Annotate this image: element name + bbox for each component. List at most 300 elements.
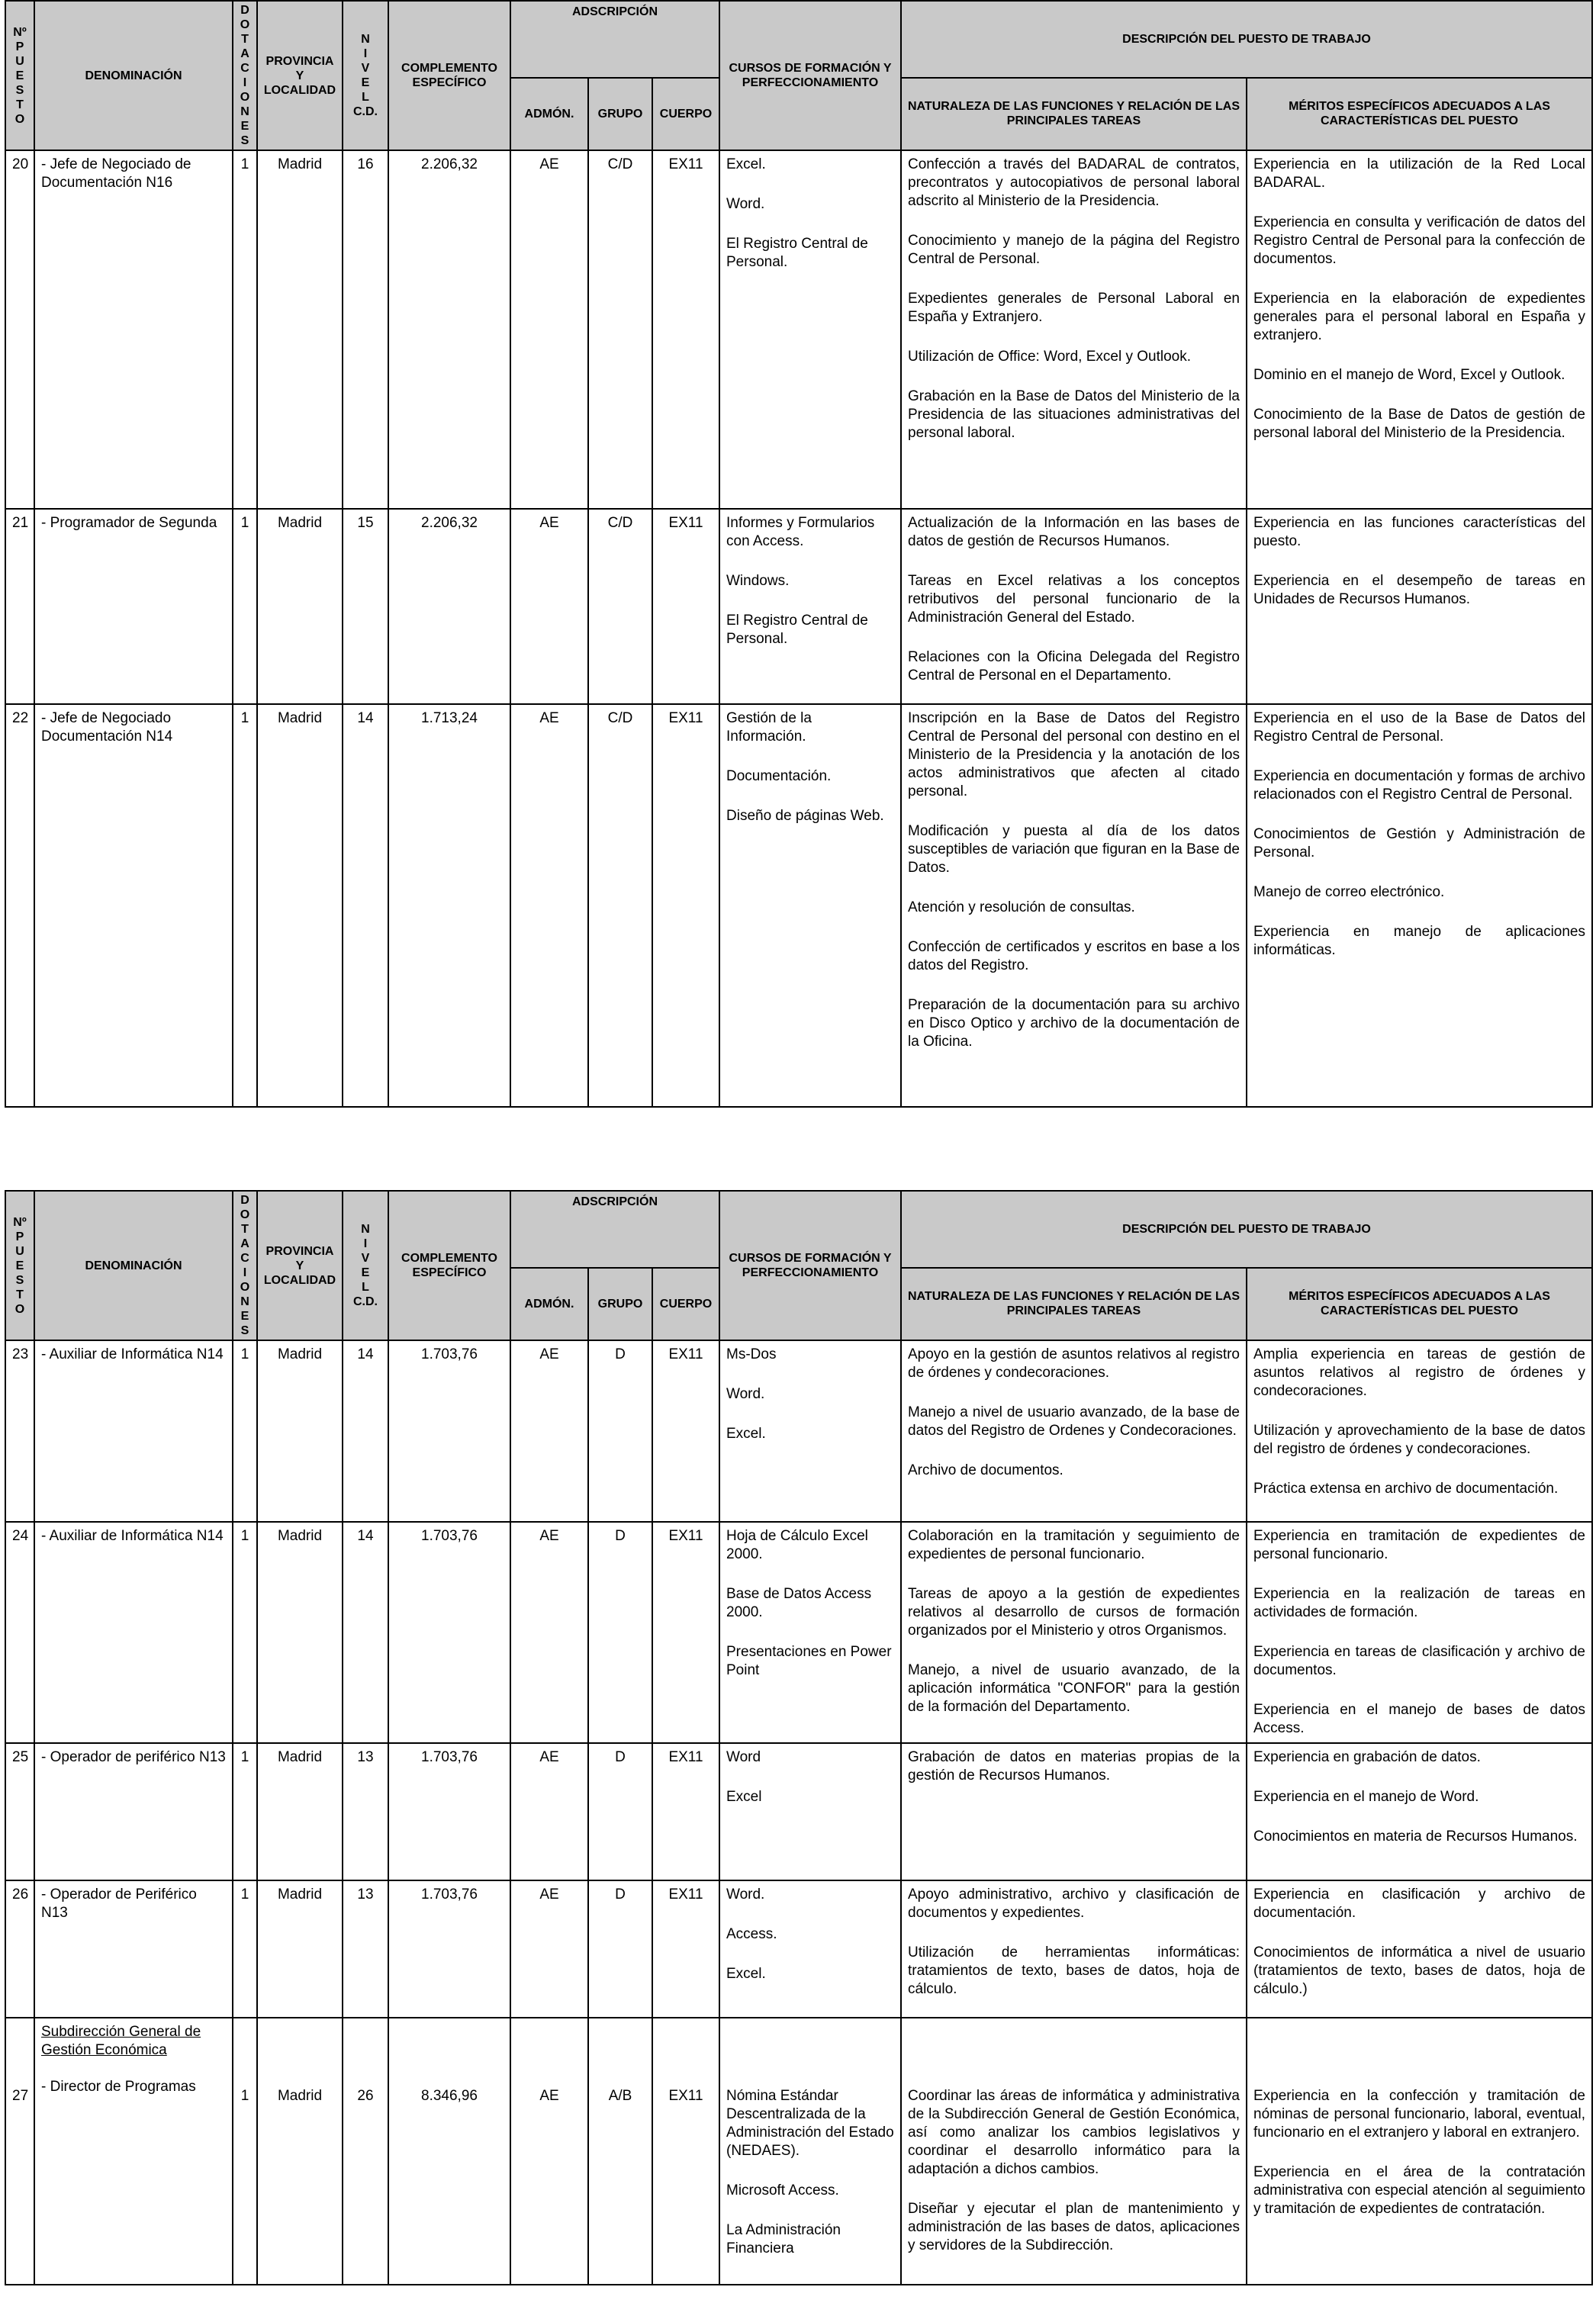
course-item: Diseño de páginas Web. xyxy=(726,808,884,824)
cell-grupo xyxy=(588,704,652,1107)
cell-dotaciones xyxy=(233,1743,257,1880)
cell-cuerpo-value: EX11 xyxy=(668,1346,703,1362)
cell-grupo xyxy=(588,2018,652,2285)
cell-naturaleza xyxy=(901,704,1247,1107)
table-row xyxy=(5,2018,1592,2285)
puesto-number: 25 xyxy=(12,1749,29,1765)
positions-table-2 xyxy=(5,1190,1593,2285)
denominacion-text: - Jefe de Negociado Documentación N14 xyxy=(41,710,173,745)
table-row xyxy=(5,150,1592,509)
function-item: Confección a través del BADARAL de contratos, precontratos y autocopiativos de personal laboral adscrito al Ministerio de la Presidencia. xyxy=(908,156,1240,209)
denominacion-text: - Operador de periférico N13 xyxy=(41,1749,226,1765)
cell-naturaleza xyxy=(901,1522,1247,1743)
cell-admon xyxy=(510,509,588,704)
function-item: Inscripción en la Base de Datos del Registro Central de Personal del personal con destino en el Ministerio de la Presidencia y la anotación de los actos administrativos que afecten al citado personal. xyxy=(908,710,1240,799)
table-row xyxy=(5,1743,1592,1880)
table-row xyxy=(5,1522,1592,1743)
cell-num xyxy=(5,2018,34,2285)
cell-admon-value: AE xyxy=(539,2088,559,2104)
cell-admon xyxy=(510,2018,588,2285)
function-item: Manejo a nivel de usuario avanzado, de la base de datos del Registro de Ordenes y Condecoraciones. xyxy=(908,1404,1240,1439)
cell-dotaciones xyxy=(233,704,257,1107)
cell-nivel xyxy=(343,1340,388,1522)
header-letter: E xyxy=(15,1259,24,1272)
header-cursos: CURSOS DE FORMACIÓN Y PERFECCIONAMIENTO xyxy=(719,1191,901,1340)
course-item: Documentación. xyxy=(726,768,832,784)
header-letter: D xyxy=(240,1194,249,1207)
cell-cuerpo xyxy=(652,704,719,1107)
merit-item: Conocimiento de la Base de Datos de gestión de personal laboral del Ministerio de la Presidencia. xyxy=(1253,407,1585,441)
cell-denominacion xyxy=(34,1880,233,2018)
header-provincia: PROVINCIA Y LOCALIDAD xyxy=(257,1,343,150)
cell-grupo-value: D xyxy=(615,1346,626,1362)
function-item: Conocimiento y manejo de la página del Registro Central de Personal. xyxy=(908,233,1240,267)
function-item: Tareas de apoyo a la gestión de expedientes relativos al desarrollo de cursos de formación organizados por el Ministerio y otros Organismos. xyxy=(908,1586,1240,1639)
header-letter: T xyxy=(241,33,249,46)
header-admon: ADMÓN. xyxy=(510,1268,588,1340)
denominacion-text: - Auxiliar de Informática N14 xyxy=(41,1528,224,1544)
merit-item: Experiencia en documentación y formas de archivo relacionados con el Registro Central de Personal. xyxy=(1253,768,1585,803)
cell-nivel-value: 14 xyxy=(357,1346,374,1362)
cell-denominacion xyxy=(34,509,233,704)
header-letter: I xyxy=(243,1266,247,1279)
course-item: Hoja de Cálculo Excel 2000. xyxy=(726,1528,868,1562)
header-letter: V xyxy=(361,1252,370,1265)
cell-complemento-value: 8.346,96 xyxy=(421,2088,478,2104)
cell-complemento xyxy=(388,1340,510,1522)
cell-cursos xyxy=(719,150,901,509)
merit-item: Experiencia en la elaboración de expedientes generales para el personal laboral en España y extranjero. xyxy=(1253,291,1585,343)
header-letter: V xyxy=(361,62,370,75)
cell-admon xyxy=(510,150,588,509)
header-letter: N xyxy=(361,33,370,46)
course-item: Microsoft Access. xyxy=(726,2182,839,2198)
cell-cuerpo-value: EX11 xyxy=(668,515,703,531)
cell-dotaciones xyxy=(233,509,257,704)
cell-grupo-value: C/D xyxy=(607,515,633,531)
header-letter: S xyxy=(240,1324,249,1337)
header-meritos: MÉRITOS ESPECÍFICOS ADECUADOS A LAS CARACTERÍSTICAS DEL PUESTO xyxy=(1247,78,1592,150)
merit-item: Amplia experiencia en tareas de gestión de asuntos relativos al registro de órdenes y condecoraciones. xyxy=(1253,1346,1585,1399)
cell-provincia xyxy=(257,1522,343,1743)
cell-provincia xyxy=(257,1743,343,1880)
function-item: Coordinar las áreas de informática y administrativa de la Subdirección General de Gestión Económica, así como analizar los cambios legislativos y coordinar el desarrollo informático para la adaptación a dichos cambios. xyxy=(908,2088,1240,2177)
cell-num xyxy=(5,1522,34,1743)
cell-denominacion xyxy=(34,1522,233,1743)
function-item: Actualización de la Información en las bases de datos de gestión de Recursos Humanos. xyxy=(908,515,1240,549)
cell-provincia-value: Madrid xyxy=(277,156,323,172)
cell-nivel xyxy=(343,1880,388,2018)
header-descripcion: DESCRIPCIÓN DEL PUESTO DE TRABAJO xyxy=(901,1191,1592,1268)
cell-nivel xyxy=(343,509,388,704)
cell-provincia xyxy=(257,1340,343,1522)
header-letter: N xyxy=(240,105,249,118)
merit-item: Experiencia en el desempeño de tareas en Unidades de Recursos Humanos. xyxy=(1253,573,1585,607)
course-item: Presentaciones en Power Point xyxy=(726,1644,892,1678)
cell-dotaciones xyxy=(233,150,257,509)
course-item: Word. xyxy=(726,1886,765,1903)
cell-complemento xyxy=(388,704,510,1107)
cell-meritos xyxy=(1247,1743,1592,1880)
cell-meritos xyxy=(1247,509,1592,704)
header-letter: E xyxy=(361,1266,370,1279)
cell-dotaciones-value: 1 xyxy=(240,710,249,726)
course-item: Excel xyxy=(726,1789,762,1805)
cell-dotaciones xyxy=(233,1340,257,1522)
header-letter: L xyxy=(362,91,369,104)
course-item: Excel. xyxy=(726,1426,766,1442)
cell-complemento xyxy=(388,1880,510,2018)
course-item: La Administración Financiera xyxy=(726,2222,841,2256)
cell-grupo xyxy=(588,1340,652,1522)
cell-cuerpo xyxy=(652,1880,719,2018)
header-puesto xyxy=(5,1,34,150)
header-letter: C xyxy=(240,62,249,75)
header-denominacion: DENOMINACIÓN xyxy=(34,1,233,150)
header-meritos: MÉRITOS ESPECÍFICOS ADECUADOS A LAS CARACTERÍSTICAS DEL PUESTO xyxy=(1247,1268,1592,1340)
course-item: Excel. xyxy=(726,1966,766,1982)
puesto-number: 23 xyxy=(12,1346,29,1362)
cell-nivel-value: 26 xyxy=(357,2088,374,2104)
puesto-number: 24 xyxy=(12,1528,29,1544)
course-item: Windows. xyxy=(726,573,790,589)
header-cuerpo: CUERPO xyxy=(652,78,719,150)
cell-nivel-value: 14 xyxy=(357,710,374,726)
cell-nivel-value: 15 xyxy=(357,515,374,531)
header-puesto xyxy=(5,1191,34,1340)
cell-cursos xyxy=(719,1340,901,1522)
header-complemento: COMPLEMENTO ESPECÍFICO xyxy=(388,1191,510,1340)
header-letter: O xyxy=(240,18,250,31)
cell-cuerpo-value: EX11 xyxy=(668,2088,703,2104)
table-row xyxy=(5,704,1592,1107)
header-letter: N xyxy=(361,1223,370,1236)
function-item: Modificación y puesta al día de los datos susceptibles de variación que figuran en la Base de Datos. xyxy=(908,823,1240,876)
merit-item: Experiencia en grabación de datos. xyxy=(1253,1749,1481,1765)
cell-cursos xyxy=(719,1743,901,1880)
merit-item: Utilización y aprovechamiento de la base de datos del registro de órdenes y condecoraciones. xyxy=(1253,1423,1585,1457)
cell-nivel xyxy=(343,704,388,1107)
cell-grupo-value: A/B xyxy=(608,2088,632,2104)
cell-naturaleza xyxy=(901,1340,1247,1522)
cell-cursos xyxy=(719,1522,901,1743)
cell-cuerpo xyxy=(652,2018,719,2285)
course-item: Access. xyxy=(726,1926,777,1942)
puesto-number: 20 xyxy=(12,156,29,172)
cell-num xyxy=(5,1880,34,2018)
cell-grupo-value: C/D xyxy=(607,156,633,172)
cell-provincia-value: Madrid xyxy=(277,1749,323,1765)
header-naturaleza: NATURALEZA DE LAS FUNCIONES Y RELACIÓN DE LAS PRINCIPALES TAREAS xyxy=(901,1268,1247,1340)
header-letter: L xyxy=(362,1281,369,1294)
cell-provincia xyxy=(257,704,343,1107)
cell-meritos xyxy=(1247,2018,1592,2285)
header-denominacion: DENOMINACIÓN xyxy=(34,1191,233,1340)
cell-denominacion xyxy=(34,150,233,509)
cell-cuerpo xyxy=(652,1340,719,1522)
cell-cuerpo-value: EX11 xyxy=(668,1749,703,1765)
merit-item: Experiencia en consulta y verificación de datos del Registro Central de Personal para la confección de documentos. xyxy=(1253,214,1585,267)
cell-grupo-value: D xyxy=(615,1886,626,1903)
cell-grupo xyxy=(588,509,652,704)
header-grupo: GRUPO xyxy=(588,78,652,150)
header-letter: O xyxy=(240,1281,250,1294)
cell-provincia-value: Madrid xyxy=(277,1346,323,1362)
cell-meritos xyxy=(1247,1340,1592,1522)
course-item: Base de Datos Access 2000. xyxy=(726,1586,872,1620)
cell-cuerpo xyxy=(652,1743,719,1880)
header-provincia: PROVINCIA Y LOCALIDAD xyxy=(257,1191,343,1340)
cell-num xyxy=(5,150,34,509)
cell-dotaciones-value: 1 xyxy=(240,1528,249,1544)
course-item: El Registro Central de Personal. xyxy=(726,236,868,270)
merit-item: Dominio en el manejo de Word, Excel y Outlook. xyxy=(1253,367,1565,383)
cell-complemento-value: 1.703,76 xyxy=(421,1528,478,1544)
cell-dotaciones-value: 1 xyxy=(240,1749,249,1765)
cell-cuerpo xyxy=(652,1522,719,1743)
cell-admon xyxy=(510,1522,588,1743)
cell-naturaleza xyxy=(901,1743,1247,1880)
cell-admon-value: AE xyxy=(539,710,559,726)
header-admon: ADMÓN. xyxy=(510,78,588,150)
header-grupo: GRUPO xyxy=(588,1268,652,1340)
cell-nivel xyxy=(343,2018,388,2285)
cell-nivel xyxy=(343,150,388,509)
cell-meritos xyxy=(1247,1522,1592,1743)
cell-nivel-value: 13 xyxy=(357,1749,374,1765)
cell-admon-value: AE xyxy=(539,1528,559,1544)
cell-meritos xyxy=(1247,1880,1592,2018)
header-letter: E xyxy=(240,1310,249,1323)
merit-item: Experiencia en clasificación y archivo de documentación. xyxy=(1253,1886,1585,1921)
cell-complemento-value: 2.206,32 xyxy=(421,156,478,172)
cell-dotaciones xyxy=(233,1880,257,2018)
cell-nivel xyxy=(343,1743,388,1880)
header-cursos: CURSOS DE FORMACIÓN Y PERFECCIONAMIENTO xyxy=(719,1,901,150)
course-item: Informes y Formularios con Access. xyxy=(726,515,875,549)
function-item: Grabación en la Base de Datos del Ministerio de la Presidencia de las situaciones administrativas del personal laboral. xyxy=(908,388,1240,441)
cell-grupo xyxy=(588,150,652,509)
cell-naturaleza xyxy=(901,509,1247,704)
header-letter: E xyxy=(15,69,24,82)
cell-complemento xyxy=(388,2018,510,2285)
header-letter: I xyxy=(243,76,247,89)
cell-dotaciones-value: 1 xyxy=(240,515,249,531)
cell-cursos xyxy=(719,509,901,704)
cell-admon xyxy=(510,704,588,1107)
cell-num xyxy=(5,704,34,1107)
function-item: Preparación de la documentación para su archivo en Disco Optico y archivo de la documentación de la Oficina. xyxy=(908,997,1240,1050)
cell-provincia-value: Madrid xyxy=(277,1886,323,1903)
course-item: Word. xyxy=(726,1386,765,1402)
cell-complemento-value: 1.703,76 xyxy=(421,1886,478,1903)
function-item: Tareas en Excel relativas a los conceptos retributivos del personal funcionario de la Administración General del Estado. xyxy=(908,573,1240,626)
cell-complemento-value: 1.703,76 xyxy=(421,1346,478,1362)
table-row xyxy=(5,1340,1592,1522)
course-item: El Registro Central de Personal. xyxy=(726,613,868,647)
cell-cuerpo-value: EX11 xyxy=(668,1886,703,1903)
header-naturaleza: NATURALEZA DE LAS FUNCIONES Y RELACIÓN DE LAS PRINCIPALES TAREAS xyxy=(901,78,1247,150)
header-letter: E xyxy=(240,120,249,133)
header-letter: I xyxy=(363,1237,368,1250)
header-letter: T xyxy=(16,1288,24,1301)
cell-cursos xyxy=(719,2018,901,2285)
cell-grupo-value: D xyxy=(615,1749,626,1765)
cell-num xyxy=(5,1743,34,1880)
cell-provincia xyxy=(257,2018,343,2285)
cell-complemento-value: 2.206,32 xyxy=(421,515,478,531)
cell-denominacion xyxy=(34,2018,233,2285)
course-item: Gestión de la Información. xyxy=(726,710,812,745)
cell-nivel-value: 14 xyxy=(357,1528,374,1544)
puesto-number: 26 xyxy=(12,1886,29,1903)
cell-provincia-value: Madrid xyxy=(277,2088,323,2104)
cell-nivel-value: 13 xyxy=(357,1886,374,1903)
cell-admon-value: AE xyxy=(539,515,559,531)
cell-cuerpo-value: EX11 xyxy=(668,156,703,172)
cell-cuerpo xyxy=(652,150,719,509)
merit-item: Experiencia en el uso de la Base de Datos del Registro Central de Personal. xyxy=(1253,710,1585,745)
cell-denominacion xyxy=(34,704,233,1107)
cell-complemento-value: 1.703,76 xyxy=(421,1749,478,1765)
cell-nivel xyxy=(343,1522,388,1743)
header-letter: E xyxy=(361,76,370,89)
cell-provincia-value: Madrid xyxy=(277,515,323,531)
table-row xyxy=(5,1880,1592,2018)
header-letter: O xyxy=(240,91,250,104)
header-letter: O xyxy=(14,1302,25,1316)
header-letter: U xyxy=(15,54,24,68)
function-item: Manejo, a nivel de usuario avanzado, de la aplicación informática "CONFOR" para la gestión de la formación del Departamento. xyxy=(908,1662,1240,1715)
cell-admon xyxy=(510,1743,588,1880)
cell-dotaciones-value: 1 xyxy=(240,156,249,172)
cell-complemento-value: 1.713,24 xyxy=(421,710,478,726)
cell-meritos xyxy=(1247,704,1592,1107)
header-letter: N xyxy=(240,1295,249,1308)
cell-cuerpo-value: EX11 xyxy=(668,710,703,726)
function-item: Apoyo en la gestión de asuntos relativos al registro de órdenes y condecoraciones. xyxy=(908,1346,1240,1381)
cell-nivel-value: 16 xyxy=(357,156,374,172)
course-item: Nómina Estándar Descentralizada de la Administración del Estado (NEDAES). xyxy=(726,2088,894,2159)
header-letter: U xyxy=(15,1244,24,1258)
header-letter: C xyxy=(240,1252,249,1265)
cell-complemento xyxy=(388,150,510,509)
merit-item: Conocimientos de informática a nivel de usuario (tratamientos de texto, bases de datos, hoja de cálculo.) xyxy=(1253,1944,1585,1997)
cell-complemento xyxy=(388,509,510,704)
cell-grupo xyxy=(588,1880,652,2018)
header-dotaciones xyxy=(233,1,257,150)
merit-item: Experiencia en el manejo de Word. xyxy=(1253,1789,1479,1805)
header-letter: S xyxy=(15,83,24,97)
function-item: Diseñar y ejecutar el plan de mantenimiento y administración de las bases de datos, aplicaciones y servidores de la Subdirección. xyxy=(908,2201,1240,2253)
function-item: Relaciones con la Oficina Delegada del Registro Central de Personal en el Departamento. xyxy=(908,649,1240,684)
cell-denominacion xyxy=(34,1340,233,1522)
cell-naturaleza xyxy=(901,150,1247,509)
cell-dotaciones xyxy=(233,2018,257,2285)
cell-provincia xyxy=(257,509,343,704)
puesto-number: 27 xyxy=(12,2088,29,2104)
header-letter: Nº xyxy=(13,1215,27,1229)
merit-item: Experiencia en la realización de tareas en actividades de formación. xyxy=(1253,1586,1585,1620)
header-letter: O xyxy=(240,1208,250,1221)
function-item: Utilización de Office: Word, Excel y Outlook. xyxy=(908,349,1192,365)
positions-table-1 xyxy=(5,0,1593,1108)
cell-dotaciones-value: 1 xyxy=(240,1886,249,1903)
header-letter: S xyxy=(15,1273,24,1287)
header-complemento: COMPLEMENTO ESPECÍFICO xyxy=(388,1,510,150)
subdireccion-title: Subdirección General de Gestión Económica xyxy=(41,2024,201,2058)
merit-item: Experiencia en la confección y tramitación de nóminas de personal funcionario, laboral, eventual, funcionario en el extranjero y laboral en extranjero. xyxy=(1253,2088,1585,2141)
header-letter: P xyxy=(15,40,24,53)
merit-item: Conocimientos de Gestión y Administración de Personal. xyxy=(1253,826,1585,860)
cell-cuerpo-value: EX11 xyxy=(668,1528,703,1544)
function-item: Expedientes generales de Personal Laboral en España y Extranjero. xyxy=(908,291,1240,325)
cell-grupo xyxy=(588,1743,652,1880)
cell-dotaciones-value: 1 xyxy=(240,2088,249,2104)
header-letter: P xyxy=(15,1230,24,1243)
function-item: Confección de certificados y escritos en base a los datos del Registro. xyxy=(908,939,1240,973)
cell-admon-value: AE xyxy=(539,1346,559,1362)
merit-item: Experiencia en el área de la contratación administrativa con especial atención al seguimiento y tramitación de expedientes de contratación. xyxy=(1253,2164,1585,2217)
header-letter: D xyxy=(240,4,249,17)
cell-naturaleza xyxy=(901,2018,1247,2285)
cell-denominacion xyxy=(34,1743,233,1880)
cell-grupo xyxy=(588,1522,652,1743)
cell-provincia xyxy=(257,150,343,509)
cell-admon xyxy=(510,1880,588,2018)
header-letter: T xyxy=(241,1223,249,1236)
merit-item: Experiencia en tramitación de expedientes de personal funcionario. xyxy=(1253,1528,1585,1562)
merit-item: Experiencia en el manejo de bases de datos Access. xyxy=(1253,1702,1585,1736)
header-letter: O xyxy=(14,112,25,126)
header-letter: T xyxy=(16,98,24,111)
merit-item: Experiencia en tareas de clasificación y archivo de documentos. xyxy=(1253,1644,1585,1678)
header-letter: A xyxy=(240,1237,249,1250)
merit-item: Manejo de correo electrónico. xyxy=(1253,884,1445,900)
header-cuerpo: CUERPO xyxy=(652,1268,719,1340)
merit-item: Experiencia en las funciones características del puesto. xyxy=(1253,515,1585,549)
denominacion-text: - Programador de Segunda xyxy=(41,515,217,531)
course-item: Word. xyxy=(726,196,765,212)
header-adscripcion: ADSCRIPCIÓN xyxy=(510,1191,719,1268)
cell-admon-value: AE xyxy=(539,1749,559,1765)
header-letter: A xyxy=(240,47,249,60)
cell-meritos xyxy=(1247,150,1592,509)
puesto-number: 21 xyxy=(12,515,29,531)
cell-dotaciones-value: 1 xyxy=(240,1346,249,1362)
function-item: Colaboración en la tramitación y seguimiento de expedientes de personal funcionario. xyxy=(908,1528,1240,1562)
merit-item: Conocimientos en materia de Recursos Humanos. xyxy=(1253,1829,1578,1845)
cell-admon-value: AE xyxy=(539,1886,559,1903)
cell-admon xyxy=(510,1340,588,1522)
table-row xyxy=(5,509,1592,704)
header-letter: I xyxy=(363,47,368,60)
puesto-number: 22 xyxy=(12,710,29,726)
course-item: Ms-Dos xyxy=(726,1346,777,1362)
cell-complemento xyxy=(388,1522,510,1743)
function-item: Grabación de datos en materias propias de la gestión de Recursos Humanos. xyxy=(908,1749,1240,1784)
cell-provincia-value: Madrid xyxy=(277,710,323,726)
header-dotaciones xyxy=(233,1191,257,1340)
header-nivel: N I V E L C.D. xyxy=(343,1,388,150)
cell-admon-value: AE xyxy=(539,156,559,172)
merit-item: Experiencia en la utilización de la Red Local BADARAL. xyxy=(1253,156,1585,191)
function-item: Archivo de documentos. xyxy=(908,1462,1063,1478)
cell-cursos xyxy=(719,1880,901,2018)
cell-grupo-value: D xyxy=(615,1528,626,1544)
header-descripcion: DESCRIPCIÓN DEL PUESTO DE TRABAJO xyxy=(901,1,1592,78)
cell-num xyxy=(5,509,34,704)
